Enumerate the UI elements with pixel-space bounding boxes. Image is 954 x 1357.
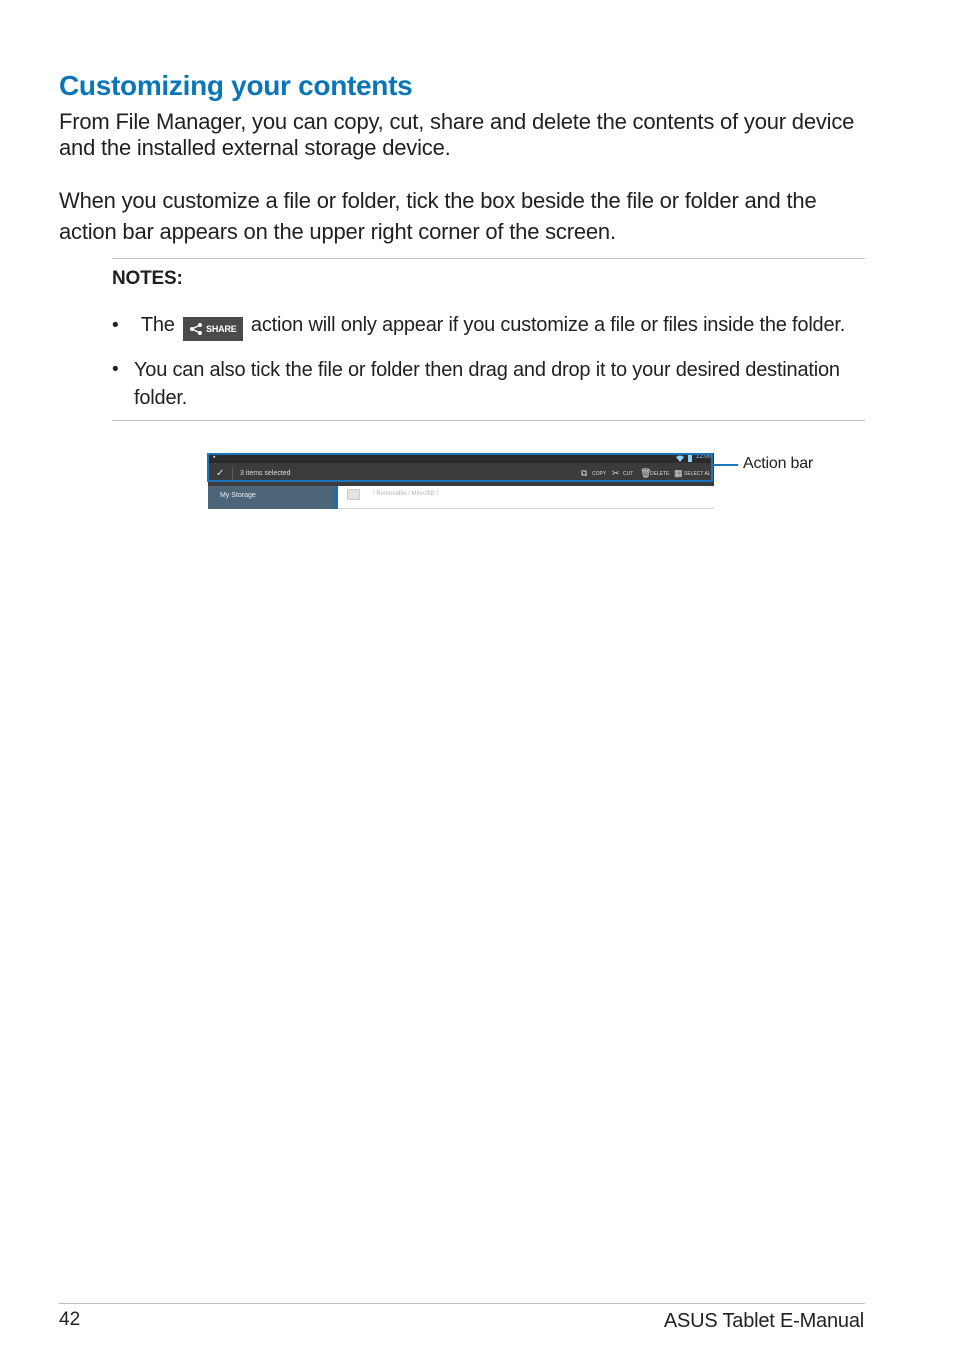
select-all-icon: ▦ [674,468,683,478]
copy-icon: ⧉ [581,468,588,478]
callout-leader-line [713,464,738,466]
content-divider [338,508,714,509]
note-item-share [112,311,872,341]
notification-icon: ▪ [213,454,216,461]
notes-bottom-rule [112,420,865,421]
bullet: • [112,315,119,336]
action-bar-highlight [207,453,713,482]
manual-title: ASUS Tablet E-Manual [663,1310,864,1332]
copy-button[interactable]: COPY [592,471,607,477]
sidebar-item-my-storage[interactable]: My Storage [220,492,256,499]
notes-top-rule [112,258,865,259]
folder-up-icon[interactable] [347,489,360,500]
cut-icon: ✂ [612,468,620,478]
intro-paragraph: From File Manager, you can copy, cut, share and delete the contents of your device and the installed external storage device. [59,109,855,160]
page-number: 42 [59,1309,81,1330]
note-text-after: action will only appear if you customize a file or files inside the folder. [250,314,846,336]
delete-button[interactable]: DELETE [650,471,670,477]
note-text-before: The [140,314,175,336]
note-text: You can also tick the file or folder then drag and drop it to your desired destination folder. [134,359,840,409]
file-list-area [338,486,714,509]
selected-count: 3 items selected [240,470,291,477]
bullet: • [112,359,119,380]
share-chip-label: SHARE [206,324,237,334]
cut-button[interactable]: CUT [623,471,634,477]
status-time: 12:00 [696,454,712,460]
note-item-drag [112,356,872,412]
delete-icon: 🗑 [640,468,652,478]
instruction-paragraph: When you customize a file or folder, tick the box beside the file or folder and the action bar appears on the upper right corner of the screen. [59,188,817,244]
action-bar-callout: Action bar [743,455,814,472]
breadcrumb-path: / Removable / MicroSD / [373,491,439,497]
notes-title: NOTES: [112,268,183,289]
footer-rule [59,1303,865,1304]
storage-sidebar [208,486,334,509]
select-all-button[interactable]: SELECT ALL [684,471,714,477]
share-icon [189,322,203,336]
section-heading: Customizing your contents [59,70,413,101]
share-button-chip [183,317,243,341]
done-check-icon[interactable]: ✓ [216,468,225,479]
